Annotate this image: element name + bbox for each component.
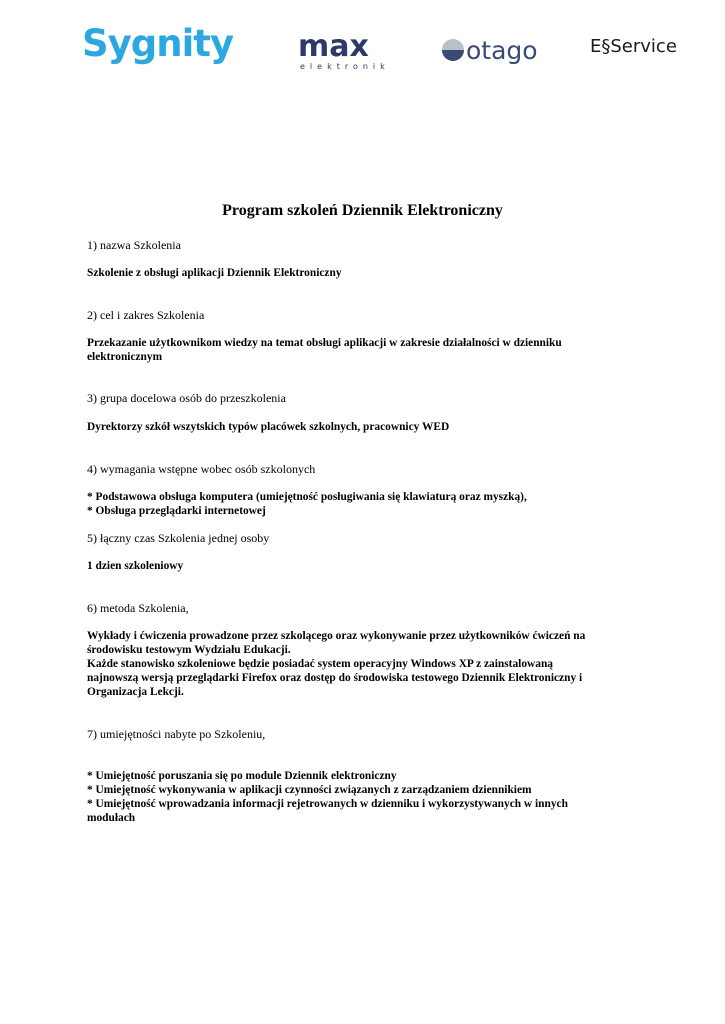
section-4-label: 4) wymagania wstępne wobec osób szkolonych xyxy=(87,462,316,476)
section-3-value: Dyrektorzy szkół wszytskich typów placówek szkolnych, pracownicy WED xyxy=(87,421,450,433)
section-5-value: 1 dzien szkoleniowy xyxy=(87,560,184,572)
document-title: Program szkoleń Dziennik Elektroniczny xyxy=(222,202,503,219)
section-2-label: 2) cel i zakres Szkolenia xyxy=(87,308,205,322)
max-elektronik-logo xyxy=(296,26,396,72)
section-6-label: 6) metoda Szkolenia, xyxy=(87,601,189,615)
logo-bar xyxy=(0,18,725,78)
section-1-label: 1) nazwa Szkolenia xyxy=(87,238,181,252)
eservice-logo: E§Service xyxy=(590,36,677,57)
sygnity-logo: Sygnity xyxy=(82,22,234,65)
section-5-label: 5) łączny czas Szkolenia jednej osoby xyxy=(87,531,270,545)
max-logo-text: max xyxy=(298,29,369,64)
otago-logo-text: otago xyxy=(466,36,538,65)
section-1-value: Szkolenie z obsługi aplikacji Dziennik Elektroniczny xyxy=(87,267,342,279)
section-6-value: Wykłady i ćwiczenia prowadzone przez szkolącego oraz wykonywanie przez użytkowników ćwiczeń na środowisku testowym Wydziału Edukacji. Każde stanowisko szkoleniowe będzie posiadać system operacyjny Windows XP z zainstalowaną najnowszą wersją przeglądarki Firefox oraz dostęp do środowiska testowego Dziennik Elektroniczny i Organizacja Lekcji. xyxy=(87,630,586,698)
otago-logo xyxy=(440,32,552,68)
section-3-label: 3) grupa docelowa osób do przeszkolenia xyxy=(87,391,286,405)
max-logo-subtext: elektronik xyxy=(300,62,390,71)
section-7-value: * Umiejętność poruszania się po module Dziennik elektroniczny * Umiejętność wykonywania w aplikacji czynności związanych z zarządzaniem dziennikiem * Umiejętność wprowadzania informacji rejetrowanych w dzienniku i wykorzystywanych w innych modułach xyxy=(87,770,568,824)
section-7-label: 7) umiejętności nabyte po Szkoleniu, xyxy=(87,727,266,741)
section-4-value: * Podstawowa obsługa komputera (umiejętność posługiwania się klawiaturą oraz myszką), * Obsługa przeglądarki internetowej xyxy=(87,491,527,517)
section-2-value: Przekazanie użytkownikom wiedzy na temat obsługi aplikacji w zakresie działalności w dzienniku elektronicznym xyxy=(87,337,562,363)
